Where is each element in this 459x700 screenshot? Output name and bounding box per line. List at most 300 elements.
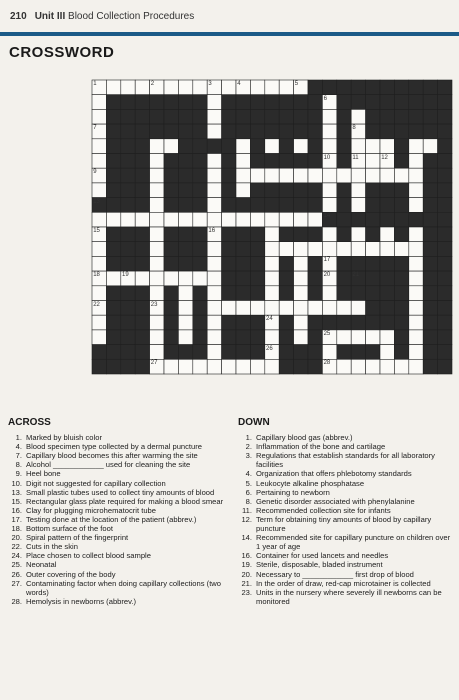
blocked-cell bbox=[337, 256, 351, 271]
blocked-cell bbox=[438, 227, 452, 242]
grid-cell[interactable] bbox=[294, 301, 308, 316]
blocked-cell bbox=[178, 242, 192, 257]
grid-cell[interactable] bbox=[294, 242, 308, 257]
grid-cell[interactable] bbox=[222, 212, 236, 227]
grid-cell[interactable] bbox=[380, 345, 394, 360]
grid-cell[interactable] bbox=[135, 80, 149, 95]
grid-cell[interactable] bbox=[322, 242, 336, 257]
grid-cell[interactable] bbox=[236, 212, 250, 227]
grid-cell[interactable] bbox=[380, 168, 394, 183]
grid-cell[interactable] bbox=[265, 227, 279, 242]
grid-cell[interactable] bbox=[294, 271, 308, 286]
grid-cell[interactable] bbox=[150, 271, 164, 286]
grid-cell[interactable] bbox=[322, 168, 336, 183]
cell-number: 15 bbox=[93, 228, 100, 234]
grid-cell[interactable] bbox=[207, 271, 221, 286]
grid-cell[interactable] bbox=[164, 359, 178, 374]
grid-cell[interactable] bbox=[351, 330, 365, 345]
grid-cell[interactable] bbox=[409, 345, 423, 360]
grid-cell[interactable] bbox=[250, 212, 264, 227]
grid-cell[interactable] bbox=[409, 286, 423, 301]
grid-cell[interactable] bbox=[222, 80, 236, 95]
grid-cell[interactable] bbox=[337, 359, 351, 374]
blocked-cell bbox=[250, 242, 264, 257]
grid-cell[interactable] bbox=[366, 139, 380, 154]
grid-cell[interactable] bbox=[207, 359, 221, 374]
clue-text: Alcohol ____________ used for cleaning the site bbox=[26, 460, 191, 470]
blocked-cell bbox=[135, 124, 149, 139]
across-clue bbox=[8, 469, 230, 478]
blocked-cell bbox=[423, 286, 437, 301]
grid-cell[interactable] bbox=[351, 242, 365, 257]
blocked-cell bbox=[222, 139, 236, 154]
grid-cell[interactable] bbox=[150, 139, 164, 154]
blocked-cell bbox=[351, 95, 365, 110]
grid-cell[interactable] bbox=[294, 139, 308, 154]
grid-cell[interactable] bbox=[207, 95, 221, 110]
grid-cell[interactable] bbox=[150, 330, 164, 345]
grid-cell[interactable] bbox=[178, 286, 192, 301]
grid-cell[interactable] bbox=[423, 139, 437, 154]
grid-cell[interactable] bbox=[308, 212, 322, 227]
grid-cell[interactable] bbox=[322, 139, 336, 154]
clue-number: 22. bbox=[11, 542, 22, 552]
clue-number: 15. bbox=[11, 496, 22, 506]
grid-cell[interactable] bbox=[92, 315, 106, 330]
blocked-cell bbox=[380, 286, 394, 301]
grid-cell[interactable] bbox=[322, 124, 336, 139]
grid-cell[interactable] bbox=[322, 183, 336, 198]
blocked-cell bbox=[294, 359, 308, 374]
grid-cell[interactable] bbox=[409, 315, 423, 330]
blocked-cell bbox=[135, 139, 149, 154]
cell-number: 21 bbox=[352, 272, 360, 279]
blocked-cell bbox=[106, 227, 120, 242]
clue-text: Sterile, disposable, bladed instrument bbox=[256, 560, 383, 570]
blocked-cell bbox=[294, 345, 308, 360]
blocked-cell bbox=[423, 168, 437, 183]
grid-cell[interactable] bbox=[207, 124, 221, 139]
grid-cell[interactable] bbox=[322, 286, 336, 301]
across-clue bbox=[8, 542, 230, 551]
across-clue bbox=[8, 579, 230, 597]
grid-cell[interactable] bbox=[92, 242, 106, 257]
grid-cell[interactable] bbox=[92, 212, 106, 227]
grid-cell[interactable] bbox=[236, 183, 250, 198]
blocked-cell bbox=[121, 154, 135, 169]
blocked-cell bbox=[380, 124, 394, 139]
grid-cell[interactable] bbox=[207, 212, 221, 227]
grid-cell[interactable] bbox=[265, 139, 279, 154]
grid-cell[interactable] bbox=[207, 109, 221, 124]
blocked-cell bbox=[279, 139, 293, 154]
blocked-cell bbox=[135, 345, 149, 360]
grid-cell[interactable] bbox=[250, 168, 264, 183]
grid-cell[interactable] bbox=[150, 345, 164, 360]
blocked-cell bbox=[308, 80, 322, 95]
grid-cell[interactable] bbox=[106, 80, 120, 95]
blocked-cell bbox=[121, 95, 135, 110]
blocked-cell bbox=[250, 286, 264, 301]
grid-cell[interactable] bbox=[193, 359, 207, 374]
grid-cell[interactable] bbox=[164, 212, 178, 227]
blocked-cell bbox=[394, 124, 408, 139]
clue-text: Cuts in the skin bbox=[26, 542, 78, 552]
grid-cell[interactable] bbox=[366, 330, 380, 345]
cell-number: 6 bbox=[323, 95, 327, 102]
cell-number: 5 bbox=[294, 81, 299, 87]
grid-cell[interactable] bbox=[164, 139, 178, 154]
grid-cell[interactable] bbox=[380, 242, 394, 257]
blocked-cell bbox=[423, 359, 437, 374]
grid-cell[interactable] bbox=[135, 212, 149, 227]
grid-cell[interactable] bbox=[308, 168, 322, 183]
blocked-cell bbox=[121, 256, 135, 271]
blocked-cell bbox=[337, 154, 351, 169]
grid-cell[interactable] bbox=[409, 183, 423, 198]
grid-cell[interactable] bbox=[409, 154, 423, 169]
grid-cell[interactable] bbox=[92, 95, 106, 110]
grid-cell[interactable] bbox=[222, 359, 236, 374]
across-clue bbox=[8, 524, 230, 533]
grid-cell[interactable] bbox=[236, 359, 250, 374]
grid-cell[interactable] bbox=[222, 301, 236, 316]
grid-cell[interactable] bbox=[322, 109, 336, 124]
grid-cell[interactable] bbox=[135, 271, 149, 286]
blocked-cell bbox=[164, 242, 178, 257]
blocked-cell bbox=[121, 139, 135, 154]
grid-cell[interactable] bbox=[121, 212, 135, 227]
blocked-cell bbox=[106, 359, 120, 374]
clue-text: Outer covering of the body bbox=[26, 569, 116, 579]
grid-cell[interactable] bbox=[92, 256, 106, 271]
clue-text: Capillary blood gas (abbrev.) bbox=[256, 433, 353, 443]
grid-cell[interactable] bbox=[322, 345, 336, 360]
grid-cell[interactable] bbox=[207, 286, 221, 301]
grid-cell[interactable] bbox=[409, 227, 423, 242]
grid-cell[interactable] bbox=[193, 212, 207, 227]
blocked-cell bbox=[193, 227, 207, 242]
grid-cell[interactable] bbox=[351, 198, 365, 213]
grid-cell[interactable] bbox=[150, 227, 164, 242]
blocked-cell bbox=[394, 330, 408, 345]
grid-cell[interactable] bbox=[409, 301, 423, 316]
grid-cell[interactable] bbox=[207, 256, 221, 271]
grid-cell[interactable] bbox=[193, 80, 207, 95]
grid-cell[interactable] bbox=[337, 301, 351, 316]
grid-cell[interactable] bbox=[409, 271, 423, 286]
blocked-cell bbox=[236, 124, 250, 139]
grid-cell[interactable] bbox=[250, 359, 264, 374]
blocked-cell bbox=[366, 95, 380, 110]
blocked-cell bbox=[135, 301, 149, 316]
blocked-cell bbox=[121, 124, 135, 139]
grid-cell[interactable] bbox=[294, 330, 308, 345]
grid-cell[interactable] bbox=[236, 139, 250, 154]
blocked-cell bbox=[394, 109, 408, 124]
grid-cell[interactable] bbox=[150, 256, 164, 271]
grid-cell[interactable] bbox=[150, 212, 164, 227]
grid-cell[interactable] bbox=[308, 242, 322, 257]
grid-cell[interactable] bbox=[294, 212, 308, 227]
grid-cell[interactable] bbox=[351, 301, 365, 316]
blocked-cell bbox=[394, 139, 408, 154]
grid-cell[interactable] bbox=[394, 242, 408, 257]
grid-cell[interactable] bbox=[279, 242, 293, 257]
grid-cell[interactable] bbox=[150, 154, 164, 169]
blocked-cell bbox=[337, 271, 351, 286]
grid-cell[interactable] bbox=[178, 301, 192, 316]
blocked-cell bbox=[394, 80, 408, 95]
blocked-cell bbox=[279, 286, 293, 301]
grid-cell[interactable] bbox=[92, 109, 106, 124]
blocked-cell bbox=[337, 183, 351, 198]
grid-cell[interactable] bbox=[366, 154, 380, 169]
blocked-cell bbox=[106, 198, 120, 213]
page-number: 210 bbox=[10, 10, 27, 22]
across-clue bbox=[8, 451, 230, 460]
grid-cell[interactable] bbox=[150, 168, 164, 183]
grid-cell[interactable] bbox=[351, 109, 365, 124]
grid-cell[interactable] bbox=[207, 183, 221, 198]
grid-cell[interactable] bbox=[337, 168, 351, 183]
blocked-cell bbox=[279, 109, 293, 124]
grid-cell[interactable] bbox=[150, 242, 164, 257]
grid-cell[interactable] bbox=[178, 330, 192, 345]
grid-cell[interactable] bbox=[265, 301, 279, 316]
blocked-cell bbox=[438, 301, 452, 316]
grid-cell[interactable] bbox=[279, 212, 293, 227]
blocked-cell bbox=[121, 168, 135, 183]
grid-cell[interactable] bbox=[178, 212, 192, 227]
grid-cell[interactable] bbox=[409, 198, 423, 213]
grid-cell[interactable] bbox=[265, 242, 279, 257]
grid-cell[interactable] bbox=[322, 227, 336, 242]
blocked-cell bbox=[135, 183, 149, 198]
grid-cell[interactable] bbox=[351, 183, 365, 198]
blocked-cell bbox=[236, 286, 250, 301]
blocked-cell bbox=[308, 359, 322, 374]
grid-cell[interactable] bbox=[207, 301, 221, 316]
clue-number: 1. bbox=[15, 433, 22, 443]
grid-cell[interactable] bbox=[279, 168, 293, 183]
blocked-cell bbox=[236, 95, 250, 110]
grid-cell[interactable] bbox=[322, 198, 336, 213]
cell-number: 10 bbox=[323, 154, 331, 161]
grid-cell[interactable] bbox=[265, 271, 279, 286]
grid-cell[interactable] bbox=[380, 359, 394, 374]
blocked-cell bbox=[380, 315, 394, 330]
grid-cell[interactable] bbox=[178, 315, 192, 330]
grid-cell[interactable] bbox=[92, 139, 106, 154]
grid-cell[interactable] bbox=[150, 183, 164, 198]
grid-cell[interactable] bbox=[250, 301, 264, 316]
blocked-cell bbox=[193, 95, 207, 110]
grid-cell[interactable] bbox=[294, 286, 308, 301]
grid-cell[interactable] bbox=[236, 301, 250, 316]
grid-cell[interactable] bbox=[92, 183, 106, 198]
grid-cell[interactable] bbox=[150, 198, 164, 213]
grid-cell[interactable] bbox=[193, 271, 207, 286]
blocked-cell bbox=[423, 301, 437, 316]
grid-cell[interactable] bbox=[178, 359, 192, 374]
grid-cell[interactable] bbox=[207, 315, 221, 330]
grid-cell[interactable] bbox=[178, 80, 192, 95]
blocked-cell bbox=[193, 242, 207, 257]
across-heading: ACROSS bbox=[8, 417, 51, 428]
blocked-cell bbox=[279, 271, 293, 286]
grid-cell[interactable] bbox=[366, 359, 380, 374]
down-clue bbox=[238, 551, 452, 560]
grid-cell[interactable] bbox=[150, 315, 164, 330]
cell-number: 12 bbox=[381, 154, 388, 161]
grid-cell[interactable] bbox=[265, 330, 279, 345]
grid-cell[interactable] bbox=[207, 154, 221, 169]
grid-cell[interactable] bbox=[265, 212, 279, 227]
blocked-cell bbox=[438, 286, 452, 301]
blocked-cell bbox=[250, 124, 264, 139]
cell-number: 19 bbox=[122, 272, 129, 279]
section-title: Blood Collection Procedures bbox=[68, 10, 195, 22]
grid-cell[interactable] bbox=[279, 301, 293, 316]
grid-cell[interactable] bbox=[337, 242, 351, 257]
grid-cell[interactable] bbox=[207, 198, 221, 213]
grid-cell[interactable] bbox=[351, 359, 365, 374]
grid-cell[interactable] bbox=[236, 168, 250, 183]
grid-cell[interactable] bbox=[92, 330, 106, 345]
blocked-cell bbox=[106, 154, 120, 169]
blocked-cell bbox=[351, 212, 365, 227]
grid-cell[interactable] bbox=[150, 286, 164, 301]
blocked-cell bbox=[164, 256, 178, 271]
blocked-cell bbox=[236, 109, 250, 124]
clue-text: Rectangular glass plate required for making a blood smear bbox=[26, 496, 224, 506]
grid-cell[interactable] bbox=[294, 256, 308, 271]
clue-number: 19. bbox=[241, 560, 252, 570]
blocked-cell bbox=[236, 242, 250, 257]
blocked-cell bbox=[250, 345, 264, 360]
blocked-cell bbox=[351, 286, 365, 301]
grid-cell[interactable] bbox=[394, 168, 408, 183]
blocked-cell bbox=[279, 345, 293, 360]
grid-cell[interactable] bbox=[409, 359, 423, 374]
grid-cell[interactable] bbox=[92, 286, 106, 301]
cell-number: 8 bbox=[352, 125, 356, 132]
grid-cell[interactable] bbox=[380, 227, 394, 242]
clue-number: 24. bbox=[11, 551, 22, 561]
grid-cell[interactable] bbox=[236, 154, 250, 169]
grid-cell[interactable] bbox=[207, 242, 221, 257]
blocked-cell bbox=[178, 168, 192, 183]
grid-cell[interactable] bbox=[265, 359, 279, 374]
grid-cell[interactable] bbox=[337, 330, 351, 345]
grid-cell[interactable] bbox=[178, 271, 192, 286]
clue-text: Organization that offers phlebotomy standards bbox=[256, 469, 412, 479]
blocked-cell bbox=[279, 198, 293, 213]
clue-number: 4. bbox=[15, 442, 22, 452]
grid-cell[interactable] bbox=[207, 330, 221, 345]
clue-number: 10. bbox=[11, 478, 22, 488]
grid-cell[interactable] bbox=[92, 154, 106, 169]
grid-cell[interactable] bbox=[106, 271, 120, 286]
blocked-cell bbox=[164, 315, 178, 330]
down-clue bbox=[238, 451, 452, 469]
blocked-cell bbox=[164, 345, 178, 360]
grid-cell[interactable] bbox=[380, 330, 394, 345]
clue-text: Clay for plugging microhematocrit tube bbox=[26, 505, 156, 515]
grid-cell[interactable] bbox=[409, 256, 423, 271]
blocked-cell bbox=[423, 154, 437, 169]
grid-cell[interactable] bbox=[409, 168, 423, 183]
grid-cell[interactable] bbox=[207, 168, 221, 183]
blocked-cell bbox=[250, 95, 264, 110]
grid-cell[interactable] bbox=[121, 80, 135, 95]
blocked-cell bbox=[366, 109, 380, 124]
grid-cell[interactable] bbox=[366, 242, 380, 257]
clue-number: 21. bbox=[241, 578, 252, 588]
down-list bbox=[238, 433, 452, 606]
blocked-cell bbox=[308, 271, 322, 286]
blocked-cell bbox=[380, 198, 394, 213]
grid-cell[interactable] bbox=[351, 168, 365, 183]
down-clue bbox=[238, 479, 452, 488]
grid-cell[interactable] bbox=[409, 330, 423, 345]
blocked-cell bbox=[438, 359, 452, 374]
blocked-cell bbox=[121, 345, 135, 360]
blocked-cell bbox=[164, 198, 178, 213]
grid-cell[interactable] bbox=[394, 359, 408, 374]
grid-cell[interactable] bbox=[265, 168, 279, 183]
blocked-cell bbox=[135, 227, 149, 242]
grid-cell[interactable] bbox=[322, 301, 336, 316]
blocked-cell bbox=[250, 271, 264, 286]
blocked-cell bbox=[409, 80, 423, 95]
blocked-cell bbox=[121, 183, 135, 198]
grid-cell[interactable] bbox=[279, 80, 293, 95]
blocked-cell bbox=[337, 109, 351, 124]
blocked-cell bbox=[279, 227, 293, 242]
blocked-cell bbox=[106, 345, 120, 360]
blocked-cell bbox=[394, 154, 408, 169]
grid-cell[interactable] bbox=[106, 212, 120, 227]
clue-number: 16. bbox=[11, 505, 22, 515]
grid-cell[interactable] bbox=[308, 301, 322, 316]
grid-cell[interactable] bbox=[265, 256, 279, 271]
blocked-cell bbox=[106, 315, 120, 330]
grid-cell[interactable] bbox=[207, 345, 221, 360]
grid-cell[interactable] bbox=[380, 139, 394, 154]
blocked-cell bbox=[222, 168, 236, 183]
blocked-cell bbox=[236, 315, 250, 330]
grid-cell[interactable] bbox=[351, 139, 365, 154]
grid-cell[interactable] bbox=[265, 286, 279, 301]
grid-cell[interactable] bbox=[409, 139, 423, 154]
grid-cell[interactable] bbox=[294, 315, 308, 330]
grid-cell[interactable] bbox=[409, 242, 423, 257]
grid-cell[interactable] bbox=[250, 80, 264, 95]
grid-cell[interactable] bbox=[366, 168, 380, 183]
grid-cell[interactable] bbox=[294, 168, 308, 183]
blocked-cell bbox=[178, 109, 192, 124]
blocked-cell bbox=[178, 139, 192, 154]
blocked-cell bbox=[394, 212, 408, 227]
grid-cell[interactable] bbox=[164, 80, 178, 95]
cell-number: 17 bbox=[323, 257, 331, 264]
grid-cell[interactable] bbox=[265, 80, 279, 95]
blocked-cell bbox=[250, 139, 264, 154]
grid-cell[interactable] bbox=[351, 227, 365, 242]
grid-cell[interactable] bbox=[164, 271, 178, 286]
